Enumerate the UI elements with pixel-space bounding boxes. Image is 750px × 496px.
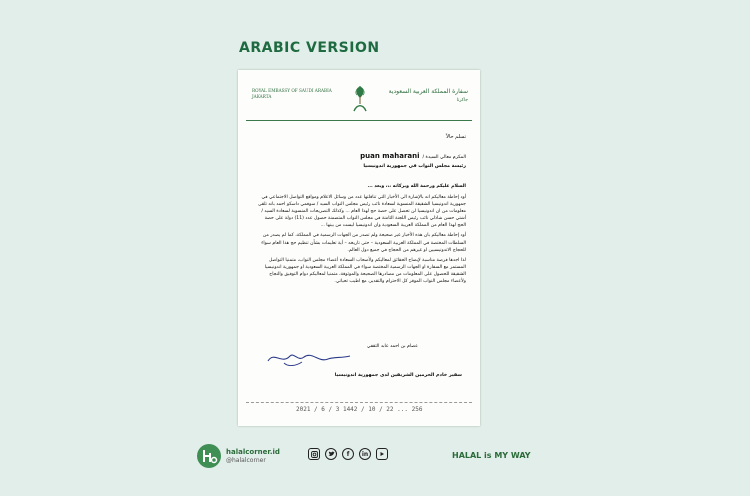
reference-line: 2021 / 6 / 3 1442 / 10 / 22 ... 256: [296, 406, 423, 413]
twitter-icon[interactable]: [325, 448, 337, 460]
letterhead-city-en: JAKARTA: [252, 94, 272, 99]
recipient-title: رئيسة مجلس النواب في جمهورية اندونيسيا: [363, 164, 466, 170]
signatory-name: عصام بن احمد عابد الثقفي: [366, 344, 418, 349]
recipient-name: puan maharani: [360, 152, 420, 160]
linkedin-icon[interactable]: in: [359, 448, 371, 460]
embassy-letter: [238, 70, 480, 426]
youtube-icon[interactable]: [376, 448, 388, 460]
brand-name: halalcorner.id: [226, 447, 280, 456]
letterhead-arabic: [389, 88, 468, 103]
letterhead-embassy-ar: سفارة المملكة العربية السعودية: [388, 88, 468, 95]
footer-divider: [246, 402, 472, 403]
facebook-icon[interactable]: f: [342, 448, 354, 460]
saudi-emblem-icon: [353, 84, 367, 114]
paragraph: أود إحاطة معاليكم بان هذه الأخبار غير صحيحة ولم تصدر من الجهات الرسمية في المملكة، كما لم يصدر من السلطات المختصة في المملكة العربية السعودية – حتى تاريخه – أية تعليمات بشأن تنظيم حج هذا العام سواء للحجاج الاندونيسيين او غيرهم من الحجاج في جميع دول العالم.: [261, 233, 466, 253]
signatory-title: سفير خادم الحرمين الشريفين لدى جمهورية اندونيسيا: [334, 373, 462, 378]
letterhead-city-ar: جاكرتا: [456, 98, 468, 103]
brand-block: [196, 443, 280, 469]
paragraph: لذا اجدها فرصة مناسبة لإيضاح الحقائق لمعاليكم ولأصحاب السعادة أعضاء مجلس النواب، متمنيا التواصل المستمر مع السفارة او الجهات الرسمية المختصة سواء في المملكة العربية السعودية او جمهورية اندونيسيا الشقيقة للحصول على المعلومات من مصادرها الصحيحة والموثوقة، متمنيا لمعاليكم دوام التوفيق والنجاح ولأعضاء مجلس النواب الموقر كل الاحترام والتقدير، مع اطيب تحياتي.: [264, 257, 466, 285]
recipient-honorific: المكرم معالي السيدة /: [422, 155, 466, 160]
page-heading: ARABIC VERSION: [239, 40, 380, 56]
handwritten-signature-icon: [264, 347, 354, 369]
salutation-top: تسلم حالاً: [446, 134, 466, 140]
brand-handle: @halalcorner: [226, 456, 266, 464]
greeting: السلام عليكم ورحمة الله وبركاته ،،، وبعد ...: [367, 184, 466, 189]
letterhead-embassy-en: ROYAL EMBASSY OF SAUDI ARABIA: [252, 88, 332, 93]
halalcorner-logo-icon: [196, 443, 222, 469]
tagline: HALAL is MY WAY: [452, 451, 531, 460]
social-icons: [308, 448, 388, 460]
letterhead-divider: [246, 120, 472, 121]
instagram-icon[interactable]: [308, 448, 320, 460]
letterhead-english: [252, 88, 332, 100]
letter-body: [256, 194, 466, 285]
paragraph: أود إحاطة معاليكم انه بالإشارة الى الأخبار التي تناقلتها عدد من وسائل الاعلام ومواقع التواصل الاجتماعي في جمهورية اندونيسيا الشقيقة المنسوبة لسعادة نائب رئيس مجلس النواب السيد / سوفمي داسكو احمد بانه تلقى معلومات من ان اندونيسيا لن تحصل على حصة حج لهذا العام ... وكذلك التصريحات المنسوبة لسعادة السيد / أشتي حسن شاذلي نائب رئيس اللجنة الثامنة في مجلس النواب المتضمنة حصول عدد (11) دولة على حصة الحج لهذا العام من المملكة العربية السعودية وان اندونيسيا ليست من بينها ...: [257, 195, 466, 229]
recipient-block: [256, 153, 466, 170]
